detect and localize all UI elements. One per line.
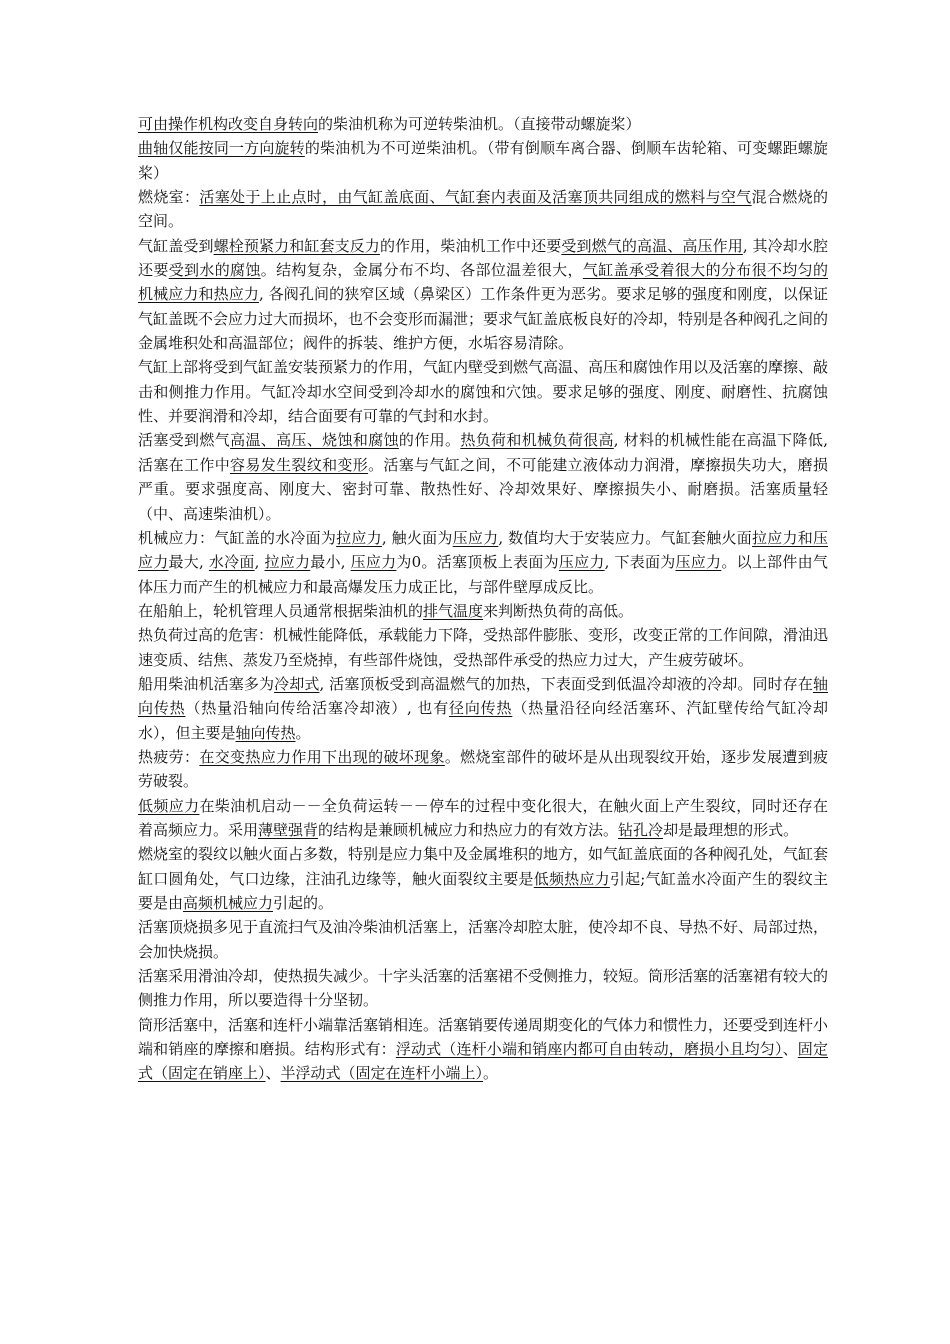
text-run: 最小, [310,553,351,572]
text-run: 热疲劳： [138,747,200,766]
text-run: 引起的。 [273,894,334,912]
underlined-text: 冷却式 [274,674,320,693]
text-run: 热负荷过高的危害：机械性能降低，承载能力下降，受热部件膨胀、变形，改变正常的工作间隙，滑油迅速变质、结焦、蒸发乃至烧掉，有些部件烧蚀，受热部件承受的热应力过大，产生疲劳破坏。 [138,626,829,669]
paragraph [138,623,828,672]
underlined-text: 轴向传热 [138,674,828,718]
underlined-text: 热负荷和机械负荷很高 [460,431,614,450]
text-run: 燃烧室的裂纹以触火面占多数，特别是应力集中及金属堆积的地方，如气缸盖底面的各种阀孔处，气缸套缸口圆角处，气口边缘，注油孔边缘等，触火面裂纹主要是 [138,845,829,888]
paragraph [138,745,828,794]
text-run: 气缸上部将受到气缸盖安装预紧力的作用，气缸内壁受到燃气高温、高压和腐蚀作用以及活塞的摩擦、敲击和侧推力作用。气缸冷却水空间受到冷却水的腐蚀和穴蚀。要求足够的强度、刚度、耐磨性、抗腐蚀性、并要润滑和冷却，结合面要有可靠的气封和水封。 [138,358,829,426]
underlined-text: 受到水的腐蚀 [168,261,261,280]
paragraph [138,1013,828,1086]
underlined-text: 薄壁强背 [258,820,319,839]
text-run: 活塞受到燃气 [138,431,231,450]
text-run: 气缸盖受到 [138,236,214,255]
paragraph [138,672,828,745]
underlined-text: 压应力 [452,528,499,547]
paragraph [138,112,828,136]
text-run: 机械应力：气缸盖的水冷面为 [138,528,337,547]
underlined-text: 拉应力 [336,528,382,547]
underlined-text: 螺栓预紧力和缸套支反力 [213,236,380,255]
underlined-text: 径向传热 [449,699,513,718]
text-run: 。燃烧室部件的破坏是从出现裂纹开始，逐步发展遭到疲劳破裂。 [138,747,828,791]
text-run: 活塞顶烧损多见于直流扫气及油冷柴油机活塞上，活塞冷却腔太脏，使冷却不良、导热不好、局部过热，会加快烧损。 [138,918,829,961]
text-run: , 各阀孔间的狭窄区域（鼻梁区）工作条件更为恶劣。要求足够的强度和刚度，以保证气缸盖既不会应力过大而损坏，也不会变形而漏泄；要求气缸盖底板良好的冷却，特别是各种阀孔之间的金属堆积处和高温部位；阀件的拆装、维护方便，水垢容易清除。 [138,285,829,353]
underlined-text: 可由操作机构改变自身转向 [138,115,319,133]
text-run: 。结构复杂，金属分布不均、各部位温差很大， [260,261,583,280]
text-run: 的柴油机称为可逆转柴油机。（直接带动螺旋桨） [318,115,641,133]
underlined-text: 固定式（固定在销座上） [138,1040,828,1083]
paragraph [138,234,828,356]
paragraph [138,355,828,428]
text-run: , [254,553,265,572]
text-run: 引起;气缸盖水冷面产生的裂纹主要是由 [138,869,828,912]
underlined-text: 拉应力 [264,553,311,572]
underlined-text: 压应力 [675,553,722,572]
underlined-text: 排气温度 [423,601,484,620]
underlined-text: 活塞处于上止点时，由气缸盖底面、气缸套内表面及活塞顶共同组成的燃料与空气 [199,188,752,207]
text-run: , 其冷却水腔还要 [138,236,828,280]
underlined-text: 气缸盖承受着很大的分布很不均匀的机械应力和热应力 [138,261,828,304]
text-run: , 数值均大于安装应力。气缸套触火面 [498,528,752,547]
underlined-text: 高频机械应力 [183,894,274,912]
paragraph [138,185,828,234]
text-run: 船用柴油机活塞多为 [138,674,275,693]
text-run: 。 [295,723,311,742]
underlined-text: 轴向传热 [235,723,296,742]
underlined-text: 压应力 [558,553,605,572]
text-run: （热量沿轴向传给活塞冷却液）, 也有 [185,699,450,718]
underlined-text: 受到燃气的高温、高压作用 [561,236,743,255]
underlined-text: 半浮动式（固定在连杆小端上） [280,1064,484,1083]
text-run: 在柴油机启动－－全负荷运转－－停车的过程中变化很大，在触火面上产生裂纹，同时还存在着高频应力。采用 [138,796,828,839]
paragraph [138,964,828,1013]
text-run: 、 [265,1064,281,1083]
text-run: , 下表面为 [604,553,676,572]
paragraph [138,136,828,185]
underlined-text: 拉应力和压应力 [138,528,828,572]
underlined-text: 在交变热应力作用下出现的破坏现象 [199,747,445,766]
text-run: 。 [483,1064,499,1083]
text-run: 的作用，柴油机工作中还要 [379,236,562,255]
document-body [138,112,828,1086]
underlined-text: 低频应力 [138,796,200,815]
underlined-text: 浮动式（连杆小端和销座内都可自由转动，磨损小且均匀） [395,1040,783,1059]
text-run: 混合燃烧的空间。 [138,188,828,231]
text-run: 活塞采用滑油冷却，使热损失减少。十字头活塞的活塞裙不受侧推力，较短。筒形活塞的活塞裙有较大的侧推力作用，所以要造得十分坚韧。 [138,967,829,1010]
text-run: 、 [782,1040,798,1059]
underlined-text: 低频热应力 [533,869,610,888]
underlined-text: 容易发生裂纹和变形 [230,455,369,474]
text-run: 筒形活塞中，活塞和连杆小端靠活塞销相连。活塞销要传递周期变化的气体力和惯性力，还要受到连杆小端和销座的摩擦和磨损。结构形式有： [138,1015,829,1059]
text-run: , 活塞顶板受到高温燃气的加热，下表面受到低温冷却液的冷却。同时存在 [319,674,813,693]
text-run: , 材料的机械性能在高温下降低, 活塞在工作中 [138,431,828,474]
text-run: 的结构是兼顾机械应力和热应力的有效方法。 [318,820,619,839]
text-run: 在船舶上，轮机管理人员通常根据柴油机的 [138,601,424,620]
text-run: 却是最理想的形式。 [663,820,799,839]
text-run: 的柴油机为不可逆柴油机。（带有倒顺车离合器、倒顺车齿轮箱、可变螺距螺旋桨） [138,139,828,182]
paragraph [138,915,828,964]
underlined-text: 钻孔冷 [618,820,664,839]
text-run: , 触火面为 [381,528,453,547]
text-run: 为0。活塞顶板上表面为 [396,553,559,572]
text-run: 来判断热负荷的高低。 [483,601,634,620]
paragraph [138,842,828,915]
text-run: 的作用。 [398,431,461,450]
text-run: 。以上部件由气体压力而产生的机械应力和最高爆发压力成正比，与部件壁厚成反比。 [138,553,828,596]
paragraph [138,428,828,525]
underlined-text: 高温、高压、烧蚀和腐蚀 [230,431,399,450]
underlined-text: 水冷面 [208,553,255,572]
text-run: 。活塞与气缸之间，不可能建立液体动力润滑，摩擦损失功大，磨损严重。要求强度高、刚度大、密封可靠、散热性好、冷却效果好、摩擦损失小、耐磨损。活塞质量轻（中、高速柴油机）。 [138,455,828,523]
paragraph [138,526,828,599]
underlined-text: 压应力 [350,553,397,572]
text-run: 最大, [168,553,209,572]
paragraph [138,599,828,623]
text-run: 燃烧室： [138,188,200,207]
paragraph [138,794,828,843]
underlined-text: 曲轴仅能按同一方向旋转 [138,139,305,158]
text-run: （热量沿径向经活塞环、汽缸壁传给气缸冷却水），但主要是 [138,699,828,742]
